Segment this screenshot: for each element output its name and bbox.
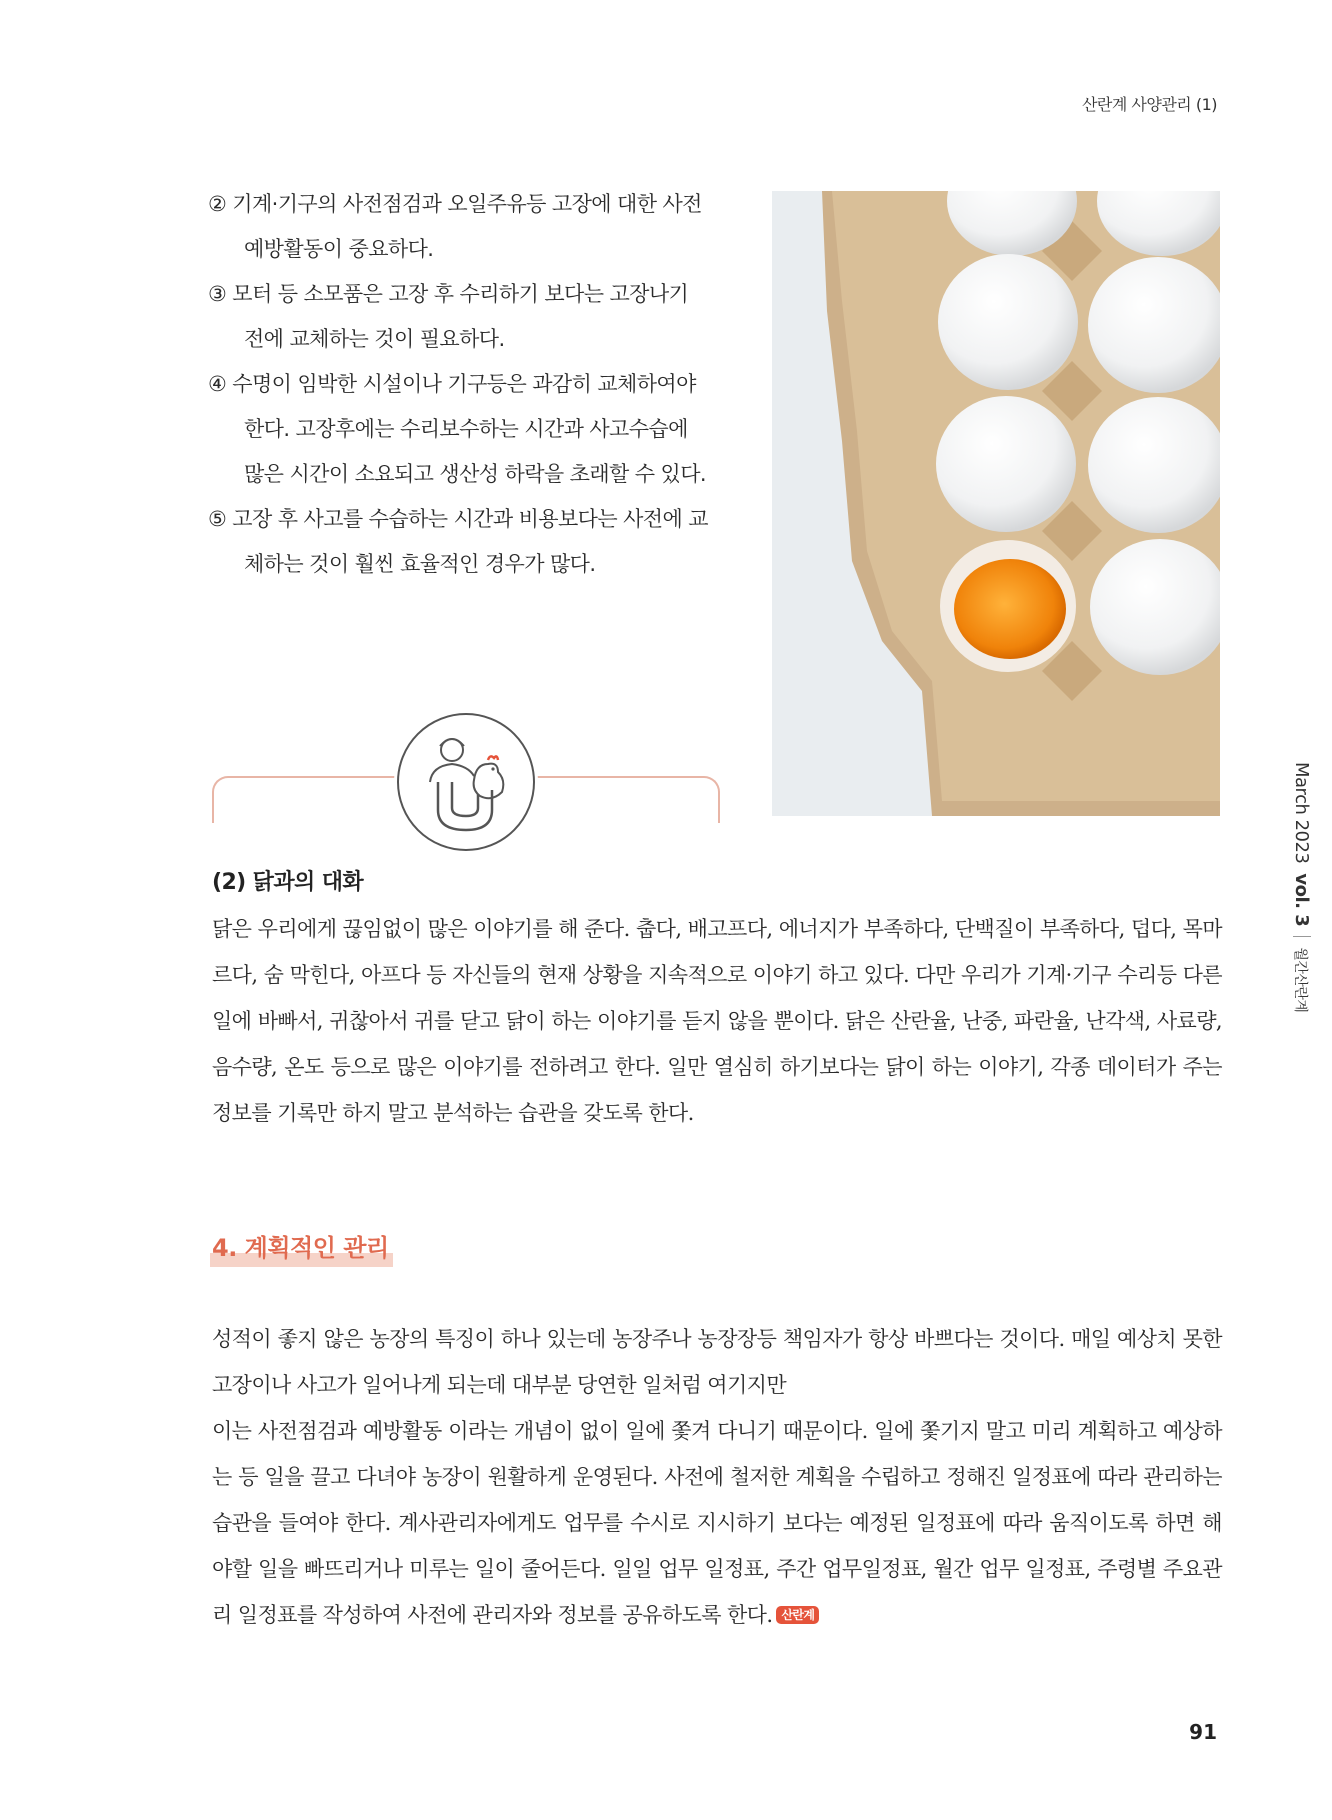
section-4-title <box>212 1228 389 1263</box>
running-title: 산란계 사양관리 (1) <box>1081 95 1217 114</box>
egg-carton-photo <box>772 191 1220 816</box>
section-4-body <box>212 1316 1222 1638</box>
list-item: ⑤ 고장 후 사고를 수습하는 시간과 비용보다는 사전에 교체하는 것이 훨씬 효율적인 경우가 많다. <box>208 507 708 576</box>
issue-sidebar <box>1284 762 1320 1022</box>
emblem-svg <box>394 710 538 854</box>
section-4-paragraph: 성적이 좋지 않은 농장의 특징이 하나 있는데 농장주나 농장장등 책임자가 항상 바쁘다는 것이다. 매일 예상치 못한 고장이나 사고가 일어나게 되는데 대부분 당연한 일처럼 여기지만 <box>212 1327 1222 1397</box>
issue-date: March 2023 <box>1291 762 1312 864</box>
section-4-paragraph-2-text: 이는 사전점검과 예방활동 이라는 개념이 없이 일에 쫓겨 다니기 때문이다. 일에 쫓기지 말고 미리 계획하고 예상하는 등 일을 끌고 다녀야 농장이 원활하게 운영된다. 사전에 철저한 계획을 수립하고 정해진 일정표에 따라 관리하는 습관을 들여야 한다. 계사관리자에게도 업무를 수시로 지시하기 보다는 예정된 일정표에 따라 움직이도록 하면 해야할 일을 빠뜨리거나 미루는 일이 줄어든다. 일일 업무 일정표, 주간 업무일정표, 월간 업무 일정표, 주령별 주요관리 일정표를 작성하여 사전에 관리자와 정보를 공유하도록 한다. <box>212 1419 1222 1627</box>
section-4-title-text: 4. 계획적인 관리 <box>212 1234 389 1262</box>
subsection-title: (2) 닭과의 대화 <box>212 870 363 895</box>
end-mark-badge: 산란계 <box>776 1606 819 1624</box>
numbered-list <box>208 182 708 587</box>
farmer-with-chicken-icon <box>394 710 538 854</box>
list-item: ④ 수명이 임박한 시설이나 기구등은 과감히 교체하여야 한다. 고장후에는 수리보수하는 시간과 사고수습에 많은 시간이 소요되고 생산성 하락을 초래할 수 있다. <box>208 372 707 486</box>
list-item: ② 기계·기구의 사전점검과 오일주유등 고장에 대한 사전 예방활동이 중요하다. <box>208 192 702 261</box>
issue-volume: vol. 3 <box>1291 873 1312 927</box>
section-4-paragraph-2 <box>212 1408 1222 1638</box>
subsection-body: 닭은 우리에게 끊임없이 많은 이야기를 해 준다. 춥다, 배고프다, 에너지가 부족하다, 단백질이 부족하다, 덥다, 목마르다, 숨 막힌다, 아프다 등 자신들의 현재 상황을 지속적으로 이야기 하고 있다. 다만 우리가 기계·기구 수리등 다른 일에 바빠서, 귀찮아서 귀를 닫고 닭이 하는 이야기를 듣지 않을 뿐이다. 닭은 산란율, 난중, 파란율, 난각색, 사료량, 음수량, 온도 등으로 많은 이야기를 전하려고 한다. 일만 열심히 하기보다는 닭이 하는 이야기, 각종 데이터가 주는 정보를 기록만 하지 말고 분석하는 습관을 갖도록 한다. <box>212 917 1222 1125</box>
magazine-name: 월간산란계 <box>1292 947 1308 1013</box>
list-item: ③ 모터 등 소모품은 고장 후 수리하기 보다는 고장나기 전에 교체하는 것이 필요하다. <box>208 282 689 351</box>
page-number: 91 <box>1189 1720 1217 1744</box>
sidebar-separator <box>1293 936 1311 937</box>
issue-label <box>1291 762 1312 1012</box>
egg-carton-illustration <box>772 191 1220 816</box>
